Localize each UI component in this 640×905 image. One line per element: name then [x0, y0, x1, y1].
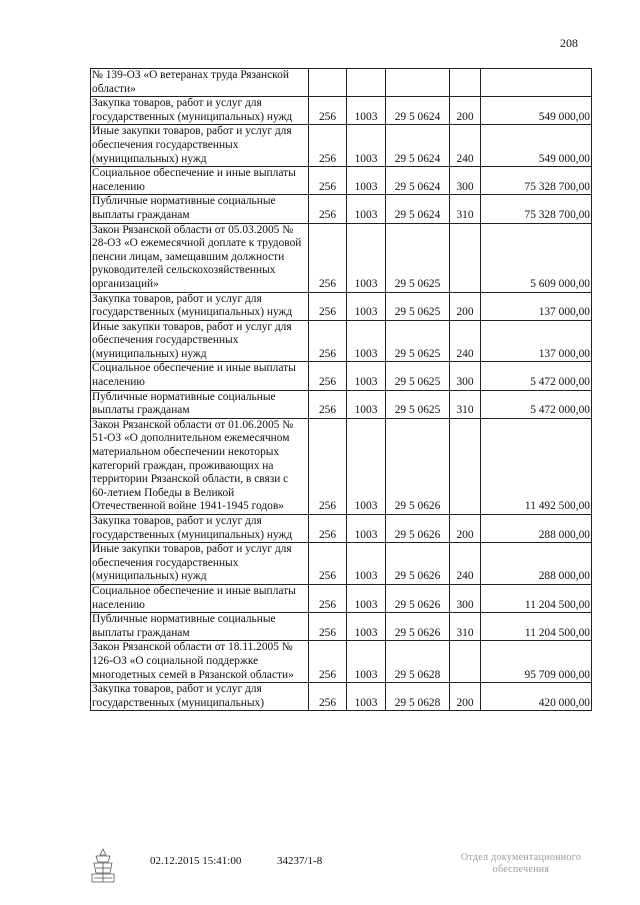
row-vr	[450, 641, 481, 683]
row-ved: 256	[309, 390, 347, 418]
row-sum: 75 328 700,00	[481, 195, 592, 223]
row-sum	[481, 69, 592, 97]
row-csr: 29 5 0625	[386, 223, 450, 292]
row-vr: 310	[450, 613, 481, 641]
row-sum: 420 000,00	[481, 683, 592, 711]
row-csr: 29 5 0626	[386, 584, 450, 612]
row-vr: 310	[450, 390, 481, 418]
footer-doc-id: 34237/1-8	[277, 855, 323, 867]
row-csr: 29 5 0624	[386, 195, 450, 223]
row-ved: 256	[309, 97, 347, 125]
row-sum: 549 000,00	[481, 125, 592, 167]
row-sum: 95 709 000,00	[481, 641, 592, 683]
row-sum: 288 000,00	[481, 515, 592, 543]
table-row	[91, 97, 592, 125]
row-csr: 29 5 0625	[386, 320, 450, 362]
row-name: Социальное обеспечение и иные выплаты населению	[91, 362, 309, 390]
row-razdel: 1003	[347, 362, 386, 390]
row-ved: 256	[309, 223, 347, 292]
row-vr	[450, 223, 481, 292]
row-razdel: 1003	[347, 683, 386, 711]
table-row	[91, 543, 592, 585]
row-name: Социальное обеспечение и иные выплаты населению	[91, 167, 309, 195]
row-vr: 300	[450, 167, 481, 195]
table-row	[91, 223, 592, 292]
row-razdel: 1003	[347, 641, 386, 683]
row-ved: 256	[309, 320, 347, 362]
table-row	[91, 613, 592, 641]
row-csr: 29 5 0626	[386, 543, 450, 585]
row-razdel: 1003	[347, 515, 386, 543]
row-name: Закон Рязанской области от 18.11.2005 № 126-ОЗ «О социальной поддержке многодетных семей в Рязанской области»	[91, 641, 309, 683]
row-sum: 137 000,00	[481, 292, 592, 320]
row-sum: 75 328 700,00	[481, 167, 592, 195]
row-name: Социальное обеспечение и иные выплаты населению	[91, 584, 309, 612]
row-csr: 29 5 0625	[386, 362, 450, 390]
row-ved: 256	[309, 195, 347, 223]
row-razdel: 1003	[347, 390, 386, 418]
row-csr: 29 5 0624	[386, 97, 450, 125]
row-vr: 200	[450, 515, 481, 543]
row-ved: 256	[309, 292, 347, 320]
row-sum: 288 000,00	[481, 543, 592, 585]
row-vr: 240	[450, 543, 481, 585]
row-vr	[450, 418, 481, 514]
row-razdel: 1003	[347, 613, 386, 641]
row-csr	[386, 69, 450, 97]
table-row	[91, 515, 592, 543]
row-name: Закупка товаров, работ и услуг для государственных (муниципальных)	[91, 683, 309, 711]
row-vr: 300	[450, 362, 481, 390]
row-razdel: 1003	[347, 543, 386, 585]
row-ved: 256	[309, 362, 347, 390]
row-sum: 11 204 500,00	[481, 584, 592, 612]
row-csr: 29 5 0624	[386, 125, 450, 167]
row-csr: 29 5 0628	[386, 683, 450, 711]
row-ved: 256	[309, 613, 347, 641]
table-row	[91, 418, 592, 514]
row-csr: 29 5 0624	[386, 167, 450, 195]
table-row	[91, 641, 592, 683]
table-row	[91, 683, 592, 711]
row-ved: 256	[309, 543, 347, 585]
row-name: Закон Рязанской области от 05.03.2005 № 28-ОЗ «О ежемесячной доплате к трудовой пенсии лицам, замещавшим должности руководителей сельскохозяйственных организаций»	[91, 223, 309, 292]
row-razdel: 1003	[347, 584, 386, 612]
row-razdel: 1003	[347, 195, 386, 223]
row-vr: 200	[450, 683, 481, 711]
row-razdel: 1003	[347, 223, 386, 292]
row-ved: 256	[309, 584, 347, 612]
page-number: 208	[560, 36, 578, 50]
footer-timestamp: 02.12.2015 15:41:00	[150, 855, 242, 867]
row-csr: 29 5 0626	[386, 418, 450, 514]
row-ved	[309, 69, 347, 97]
row-csr: 29 5 0626	[386, 515, 450, 543]
row-name: № 139-ОЗ «О ветеранах труда Рязанской области»	[91, 69, 309, 97]
row-csr: 29 5 0625	[386, 390, 450, 418]
row-ved: 256	[309, 418, 347, 514]
department-stamp: Отдел документационного обеспечения	[460, 852, 582, 875]
row-vr: 310	[450, 195, 481, 223]
table-row	[91, 292, 592, 320]
row-name: Закупка товаров, работ и услуг для государственных (муниципальных) нужд	[91, 97, 309, 125]
row-ved: 256	[309, 125, 347, 167]
row-csr: 29 5 0626	[386, 613, 450, 641]
row-razdel: 1003	[347, 97, 386, 125]
row-razdel: 1003	[347, 167, 386, 195]
emblem-icon	[84, 846, 122, 886]
row-vr: 200	[450, 97, 481, 125]
row-name: Закупка товаров, работ и услуг для государственных (муниципальных) нужд	[91, 515, 309, 543]
table-row	[91, 584, 592, 612]
row-vr: 240	[450, 125, 481, 167]
row-ved: 256	[309, 641, 347, 683]
row-sum: 11 492 500,00	[481, 418, 592, 514]
row-csr: 29 5 0628	[386, 641, 450, 683]
row-razdel	[347, 69, 386, 97]
row-name: Публичные нормативные социальные выплаты гражданам	[91, 613, 309, 641]
row-vr: 240	[450, 320, 481, 362]
table-row	[91, 390, 592, 418]
row-razdel: 1003	[347, 292, 386, 320]
budget-table	[90, 68, 592, 711]
table-row	[91, 195, 592, 223]
row-name: Публичные нормативные социальные выплаты гражданам	[91, 390, 309, 418]
row-csr: 29 5 0625	[386, 292, 450, 320]
row-sum: 5 609 000,00	[481, 223, 592, 292]
row-vr	[450, 69, 481, 97]
row-sum: 549 000,00	[481, 97, 592, 125]
row-name: Закон Рязанской области от 01.06.2005 № 51-ОЗ «О дополнительном ежемесячном материальном обеспечении некоторых категорий граждан, проживающих на территории Рязанской области, в связи с 60-летием Победы в Великой Отечественной войне 1941-1945 годов»	[91, 418, 309, 514]
table-row	[91, 167, 592, 195]
row-name: Иные закупки товаров, работ и услуг для обеспечения государственных (муниципальных) нужд	[91, 125, 309, 167]
row-ved: 256	[309, 167, 347, 195]
row-sum: 11 204 500,00	[481, 613, 592, 641]
row-vr: 200	[450, 292, 481, 320]
row-name: Иные закупки товаров, работ и услуг для обеспечения государственных (муниципальных) нужд	[91, 543, 309, 585]
row-name: Иные закупки товаров, работ и услуг для обеспечения государственных (муниципальных) нужд	[91, 320, 309, 362]
row-sum: 5 472 000,00	[481, 390, 592, 418]
table-row	[91, 362, 592, 390]
row-vr: 300	[450, 584, 481, 612]
row-razdel: 1003	[347, 418, 386, 514]
row-sum: 137 000,00	[481, 320, 592, 362]
row-ved: 256	[309, 515, 347, 543]
row-ved: 256	[309, 683, 347, 711]
table-row	[91, 69, 592, 97]
row-sum: 5 472 000,00	[481, 362, 592, 390]
row-name: Публичные нормативные социальные выплаты гражданам	[91, 195, 309, 223]
table-row	[91, 125, 592, 167]
table-row	[91, 320, 592, 362]
row-name: Закупка товаров, работ и услуг для государственных (муниципальных) нужд	[91, 292, 309, 320]
row-razdel: 1003	[347, 125, 386, 167]
row-razdel: 1003	[347, 320, 386, 362]
